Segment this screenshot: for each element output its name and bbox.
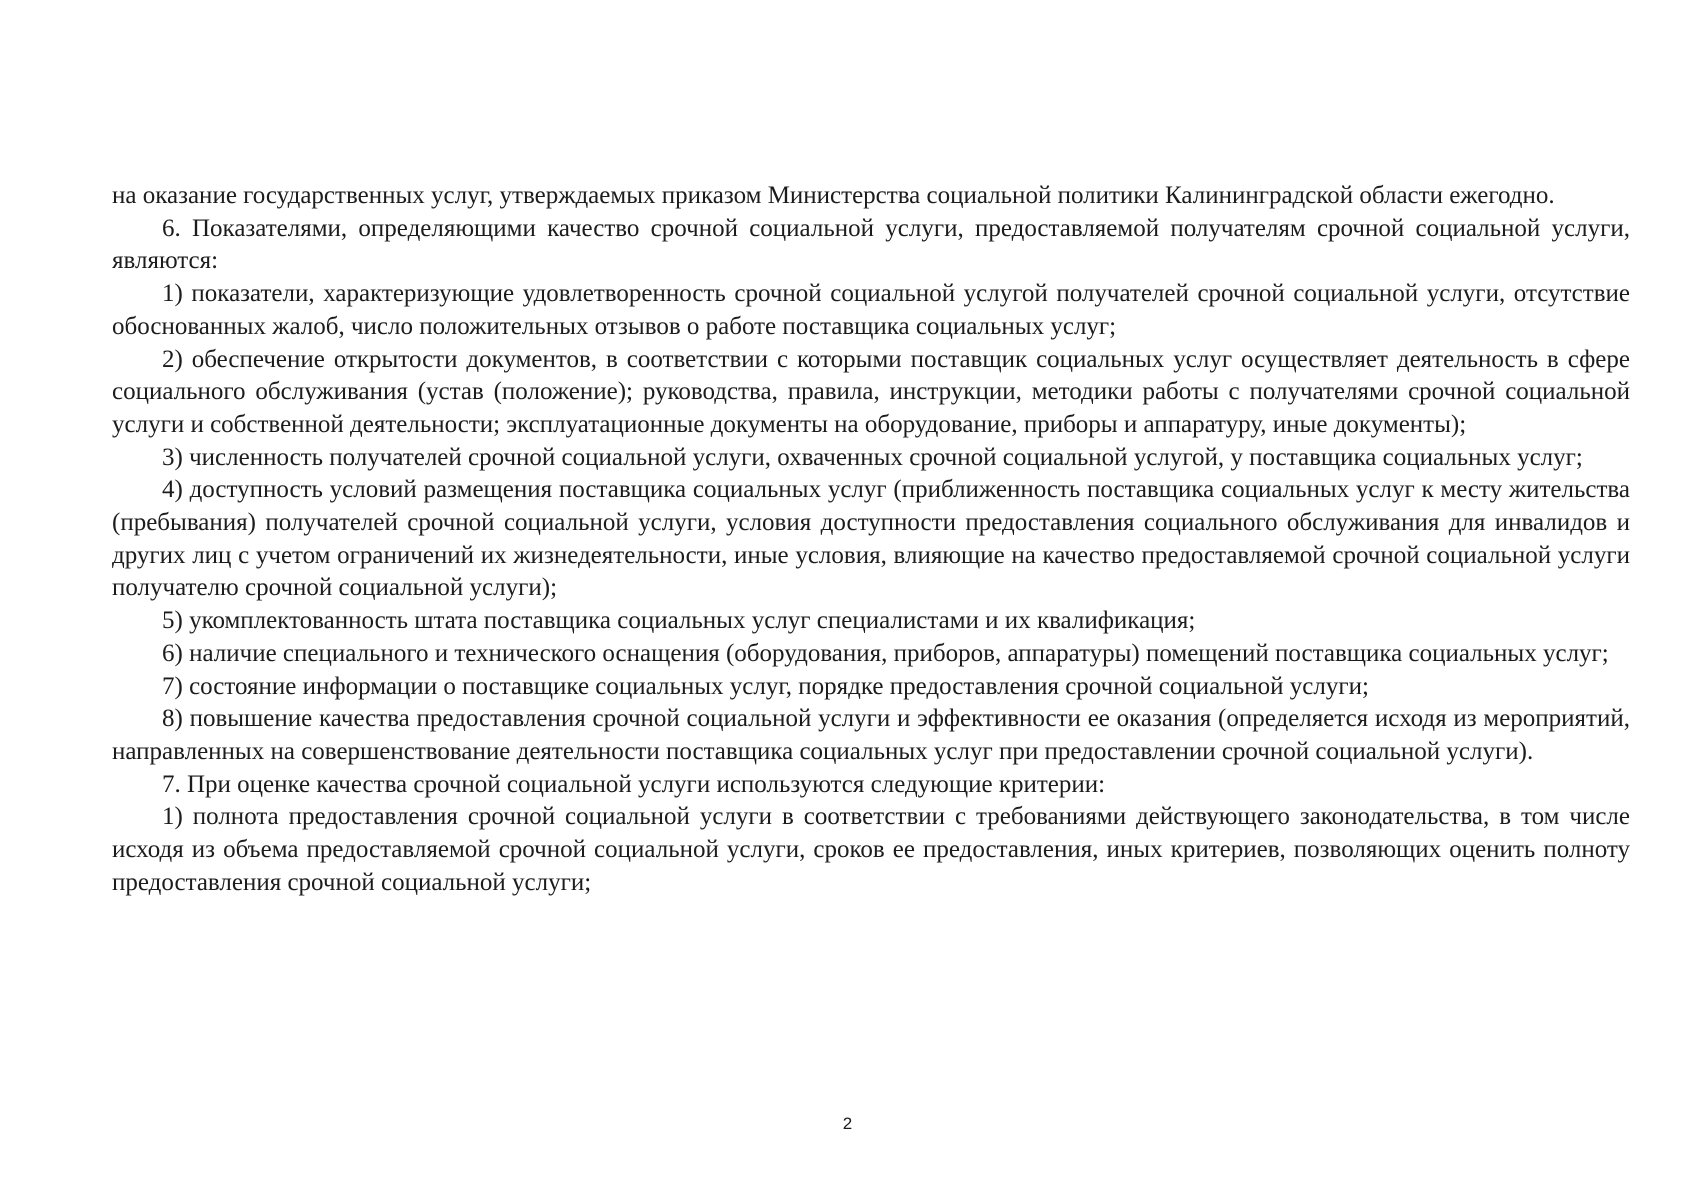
paragraph-6-item-1: 1) показатели, характеризующие удовлетворенность срочной социальной услугой получателей срочной социальной услуги, отсутствие обоснованных жалоб, число положительных отзывов о работе поставщика социальных услуг; [112, 280, 1630, 340]
paragraph-continuation: на оказание государственных услуг, утверждаемых приказом Министерства социальной политики Калининградской области ежегодно. [112, 182, 1555, 209]
paragraph-6-item-6: 6) наличие специального и технического оснащения (оборудования, приборов, аппаратуры) помещений поставщика социальных услуг; [162, 639, 1609, 667]
paragraph-7-item-1: 1) полнота предоставления срочной социальной услуги в соответствии с требованиями действующего законодательства, в том числе исходя из объема предоставляемой срочной социальной услуги, сроков ее предоставления, иных критериев, позволяющих оценить полноту предоставления срочной социальной услуги; [112, 803, 1630, 896]
paragraph-7-criteria: 7. При оценке качества срочной социальной услуги используются следующие критерии: [162, 770, 1106, 798]
paragraph-6-item-8: 8) повышение качества предоставления срочной социальной услуги и эффективности ее оказания (определяется исходя из мероприятий, направленных на совершенствование деятельности поставщика социальных услуг при предоставлении срочной социальной услуги). [112, 705, 1630, 765]
document-body [112, 180, 1630, 899]
paragraph-6-item-2: 2) обеспечение открытости документов, в соответствии с которыми поставщик социальных услуг осуществляет деятельность в сфере социального обслуживания (устав (положение); руководства, правила, инструкции, методики работы с получателями срочной социальной услуги и собственной деятельности; эксплуатационные документы на оборудование, приборы и аппаратуру, иные документы); [112, 345, 1630, 438]
paragraph-6-indicators: 6. Показателями, определяющими качество срочной социальной услуги, предоставляемой получателям срочной социальной услуги, являются: [112, 214, 1630, 275]
page-number: 2 [842, 1114, 853, 1133]
paragraph-6-item-3: 3) численность получателей срочной социальной услуги, охваченных срочной социальной услугой, у поставщика социальных услуг; [162, 443, 1583, 471]
paragraph-6-item-5: 5) укомплектованность штата поставщика социальных услуг специалистами и их квалификация; [162, 607, 1196, 635]
paragraph-6-item-7: 7) состояние информации о поставщике социальных услуг, порядке предоставления срочной социальной услуги; [162, 672, 1369, 700]
paragraph-6-item-4: 4) доступность условий размещения поставщика социальных услуг (приближенность поставщика социальных услуг к месту жительства (пребывания) получателей срочной социальной услуги, условия доступности предоставления социального обслуживания для инвалидов и других лиц с учетом ограничений их жизнедеятельности, иные условия, влияющие на качество предоставляемой срочной социальной услуги получателю срочной социальной услуги); [112, 476, 1630, 602]
